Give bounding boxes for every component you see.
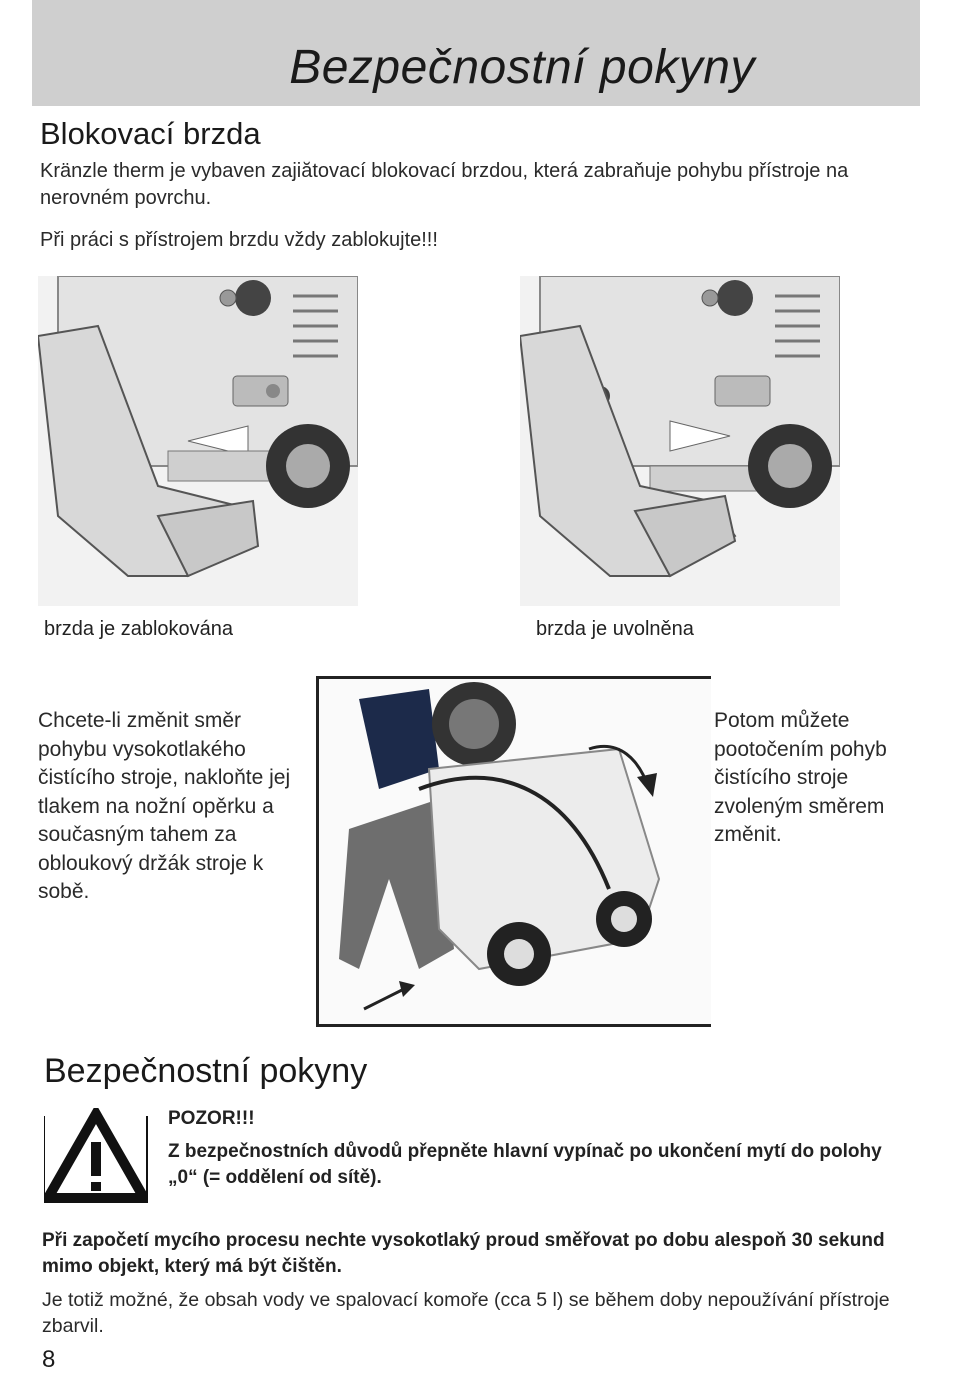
brake-paragraph-1: Kränzle therm je vybaven zajiătovací blokovací brzdou, která zabraňuje pohybu přístroje na nerovném povrchu. [40, 160, 849, 209]
page-title: Bezpečnostní pokyny [289, 41, 755, 94]
safety-bold-paragraph: Při započetí mycího procesu nechte vysokotlaký proud směřovat po dobu alespoň 30 sekund mimo objekt, který má být čištěn. [42, 1230, 885, 1277]
safety-heading: Bezpečnostní pokyny [44, 1052, 368, 1090]
photo-brake-locked [38, 276, 358, 606]
photo-tilting-machine [316, 676, 711, 1027]
caption-brake-locked: brzda je zablokována [44, 618, 234, 640]
caption-brake-released: brzda je uvolněna [536, 618, 694, 640]
warning-title: POZOR!!! [168, 1108, 255, 1129]
direction-instructions: Chcete-li změnit směr pohybu vysokotlakého čistícího stroje, nakloňte jej tlakem na nožní opěrku a současným tahem za obloukový držák stroje k sobě. [38, 709, 291, 903]
brake-paragraph-2: Při práci s přístrojem brzdu vždy zablokujte!!! [40, 229, 438, 251]
safety-normal-paragraph: Je totiž možné, že obsah vody ve spalovací komoře (cca 5 l) se během doby nepoužívání přístroje zbarvil. [42, 1289, 890, 1337]
brake-heading: Blokovací brzda [40, 116, 261, 151]
page-number: 8 [42, 1346, 56, 1373]
direction-result: Potom můžete pootočením pohyb čistícího stroje zvoleným směrem změnit. [714, 709, 887, 846]
photo-brake-released [520, 276, 840, 606]
warning-triangle-icon [44, 1108, 148, 1204]
warning-text: Z bezpečnostních důvodů přepněte hlavní vypínač po ukončení mytí do polohy „0“ (= oddělení od sítě). [168, 1141, 882, 1188]
